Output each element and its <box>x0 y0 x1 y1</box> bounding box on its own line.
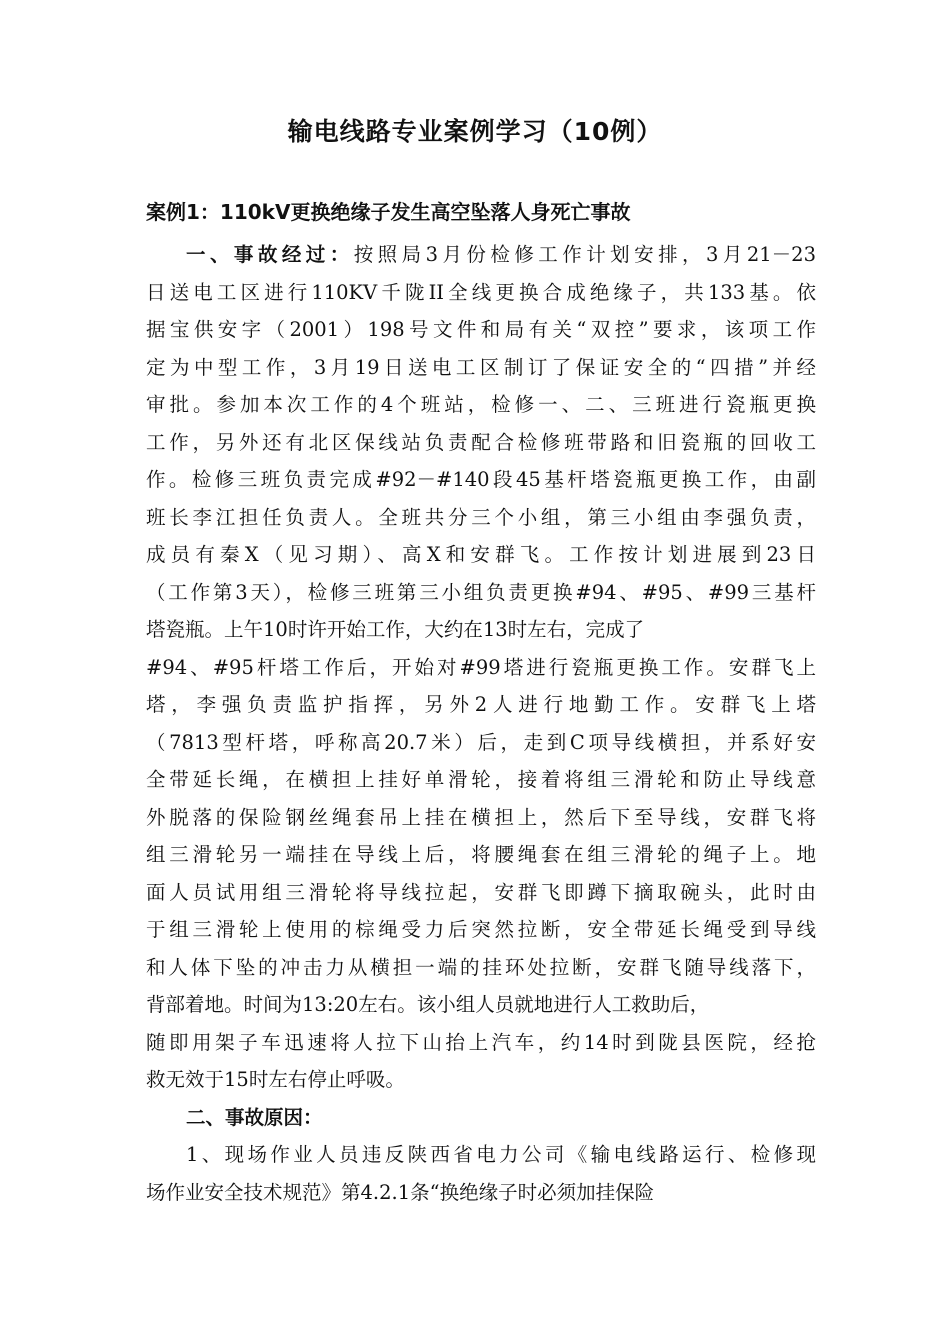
section-2-label: 二、事故原因： <box>186 1105 323 1129</box>
paragraph-line <box>146 236 816 274</box>
section-1-line-20: 背部着地。时间为13:20左右。该小组人员就地进行人工救助后， <box>146 993 710 1016</box>
section-1-line-0: 按照局3月份检修工作计划安排，3月21－23 <box>353 243 816 266</box>
section-1-line-8: 成员有秦X（见习期）、高X和安群飞。工作按计划进展到23日 <box>146 543 816 566</box>
section-1-line-5: 工作，另外还有北区保线站负责配合检修班带路和旧瓷瓶的回收工 <box>146 430 816 454</box>
section-1-line-1: 日送电工区进行110KV千陇II全线更换合成绝缘子，共133基。依 <box>146 280 816 304</box>
section-1-line-15: 外脱落的保险钢丝绳套吊上挂在横担上，然后下至导线，安群飞将 <box>146 805 816 829</box>
section-2-line-1: 场作业安全技术规范》第4.2.1条“换绝缘子时必须加挂保险 <box>146 1180 655 1204</box>
document-title: 输电线路专业案例学习（10例） <box>287 117 663 146</box>
section-1-line-10: 塔瓷瓶。上午10时许开始工作，大约在13时左右，完成了 <box>146 618 645 641</box>
section-1-label: 一、事故经过： <box>186 243 354 266</box>
section-1-line-21: 随即用架子车迅速将人拉下山抬上汽车，约14时到陇县医院，经抢 <box>146 1030 816 1054</box>
section-1-line-12: 塔，李强负责监护指挥，另外2人进行地勤工作。安群飞上塔 <box>146 693 816 716</box>
section-1-line-3: 定为中型工作，3月19日送电工区制订了保证安全的“四措”并经 <box>146 355 816 379</box>
case-1-body <box>146 236 816 1211</box>
section-1-line-17: 面人员试用组三滑轮将导线拉起，安群飞即蹲下摘取碗头，此时由 <box>146 880 816 904</box>
section-1-line-2: 据宝供安字（2001）198号文件和局有关“双控”要求，该项工作 <box>146 318 816 341</box>
case-1-heading: 案例1：110kV更换绝缘子发生高空坠落人身死亡事故 <box>146 200 631 224</box>
section-1-line-16: 组三滑轮另一端挂在导线上后，将腰绳套在组三滑轮的绳子上。地 <box>146 843 816 866</box>
section-1-line-6: 作。检修三班负责完成#92－#140段45基杆塔瓷瓶更换工作，由副 <box>146 468 816 491</box>
section-1-line-18: 于组三滑轮上使用的棕绳受力后突然拉断，安全带延长绳受到导线 <box>146 918 816 941</box>
section-1-line-13: （7813型杆塔，呼称高20.7米）后，走到C项导线横担，并系好安 <box>146 730 816 754</box>
section-1-line-4: 审批。参加本次工作的4个班站，检修一、二、三班进行瓷瓶更换 <box>146 393 816 416</box>
section-1-line-14: 全带延长绳，在横担上挂好单滑轮，接着将组三滑轮和防止导线意 <box>146 768 816 791</box>
section-2-line-0: 1、现场作业人员违反陕西省电力公司《输电线路运行、检修现 <box>186 1143 816 1166</box>
section-1-line-19: 和人体下坠的冲击力从横担一端的挂环处拉断，安群飞随导线落下， <box>146 955 816 979</box>
section-1-line-7: 班长李江担任负责人。全班共分三个小组，第三小组由李强负责， <box>146 505 816 529</box>
section-1-line-9: （工作第3天），检修三班第三小组负责更换#94、#95、#99三基杆 <box>146 580 816 604</box>
section-1-line-22: 救无效于15时左右停止呼吸。 <box>146 1068 405 1091</box>
section-1-line-11: #94、#95杆塔工作后，开始对#99塔进行瓷瓶更换工作。安群飞上 <box>146 655 816 679</box>
